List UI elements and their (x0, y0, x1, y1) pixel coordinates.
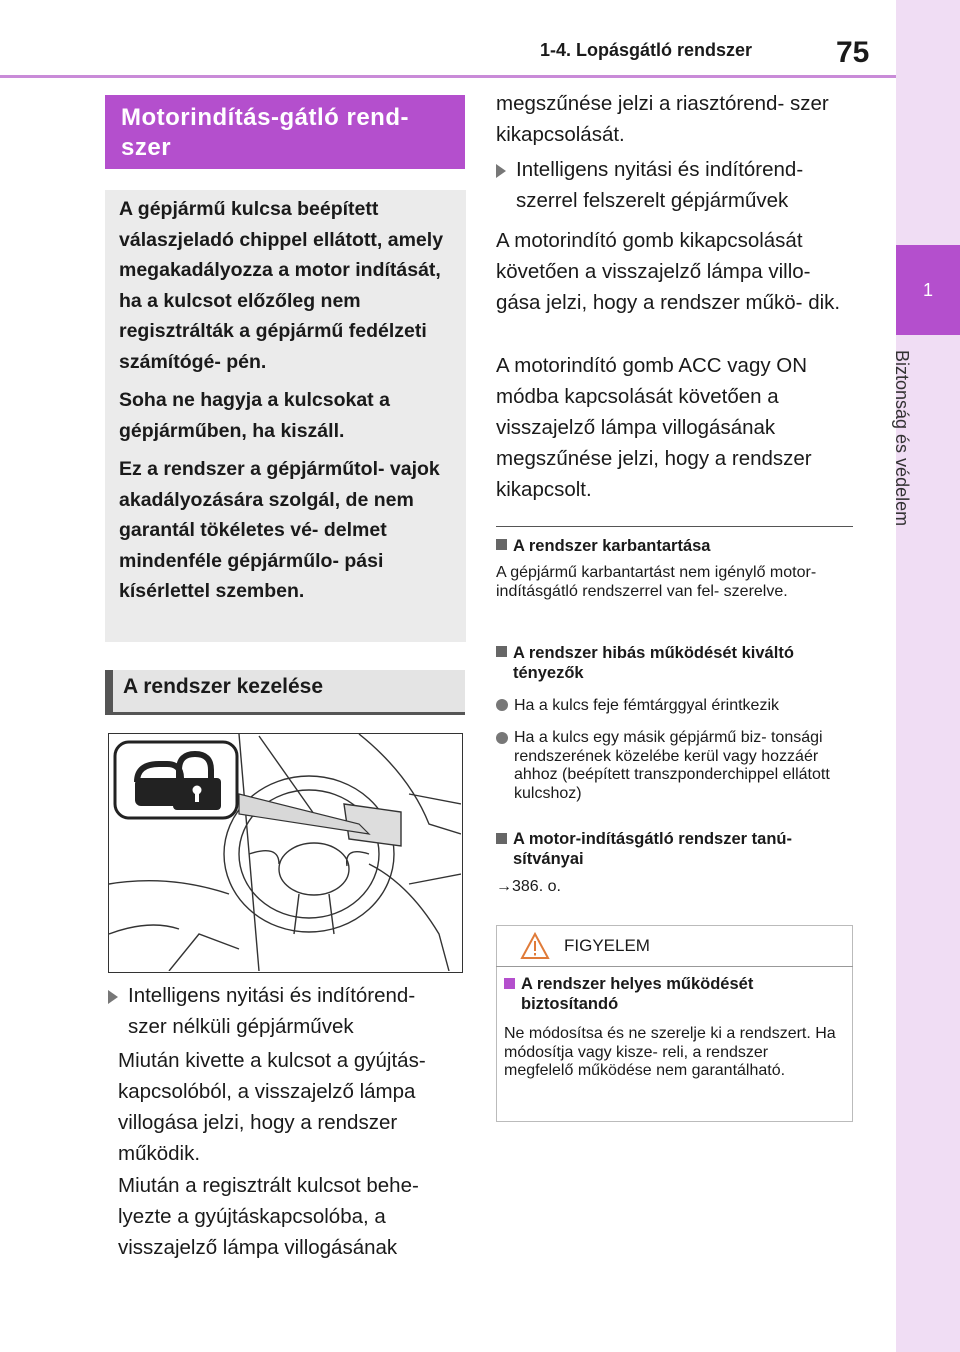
immobilizer-lock-icon (135, 754, 221, 810)
paragraph-button-acc-on: A motorindító gomb ACC vagy ON módba kapcsolását követően a visszajelző lámpa villogásának megszűnése jelzi, hogy a rendszer kikapcsolt. (496, 354, 812, 501)
bullet-without-smart-key: Intelligens nyitási és indítórend- szer nélküli gépjárművek (108, 980, 468, 1042)
page-number: 75 (836, 36, 870, 69)
warning-header-rule (496, 966, 853, 967)
section-title: 1-4. Lopásgátló rendszer (540, 40, 753, 60)
round-bullet-icon (496, 699, 508, 711)
intro-paragraph-1: A gépjármű kulcsa beépített válaszjeladó chippel ellátott, amely megakadályozza a motor indítását, ha a kulcsot előzőleg nem regisztrálták a gépjármű fedélzeti számítógé- pén. (119, 198, 444, 373)
bullet-with-smart-key: Intelligens nyitási és indítórend- szerrel felszerelt gépjárművek (496, 154, 846, 216)
page-reference-link[interactable]: →386. o. (496, 878, 561, 895)
subsection-heading-rule (105, 712, 465, 715)
heading-line-2: szer (121, 134, 172, 161)
warning-title: FIGYELEM (564, 936, 650, 955)
subsection-heading: A rendszer kezelése (105, 670, 465, 714)
bullet-triangle-icon (108, 990, 118, 1004)
paragraph-key-removed: Miután kivette a kulcsot a gyújtás- kapcsolóból, a visszajelző lámpa villogása jelzi, hogy a rendszer működik. (118, 1049, 426, 1165)
intro-paragraph-3: Ez a rendszer a gépjárműtol- vajok akadályozására szolgál, de nem garantál tökéletes vé- delmet mindenféle gépjárműlo- pási kísérlettel szemben. (119, 458, 440, 602)
warning-text: Ne módosítsa és ne szerelje ki a rendszert. Ha módosítja vagy kisze- reli, a rendszer megfelelő működése nem garantálható. (504, 1025, 836, 1079)
maintenance-text: A gépjármű karbantartást nem igénylő motor-indításgátló rendszerrel van fel- szerelve. (496, 564, 817, 600)
square-bullet-icon (496, 833, 507, 844)
bullet-triangle-icon (496, 164, 506, 178)
steering-wheel-drawing (109, 734, 461, 971)
side-tab-chapter-label: Biztonság és védelem (892, 350, 912, 527)
heading-certificates: A motor-indításgátló rendszer tanú- sítványai (496, 829, 853, 869)
paragraph-continued: megszűnése jelzi a riasztórend- szer kikapcsolását. (496, 92, 829, 146)
side-tab-strip (896, 0, 960, 1352)
section-heading-immobilizer (105, 95, 465, 169)
header-rule (0, 75, 896, 78)
heading-line-1: Motorindítás-gátló rend- (121, 104, 409, 131)
side-tab-chapter-number: 1 (922, 280, 933, 300)
warning-triangle-icon (520, 932, 550, 960)
intro-box (105, 190, 466, 642)
square-bullet-icon (496, 646, 507, 657)
paragraph-button-off: A motorindító gomb kikapcsolását követően a visszajelző lámpa villo- gása jelzi, hogy a rendszer műkö- dik. (496, 229, 841, 314)
divider (496, 526, 853, 527)
round-bullet-icon (496, 732, 508, 744)
fault-item-2: Ha a kulcs egy másik gépjármű biz- tonsági rendszerének közelébe kerül vagy hozzáér ahhoz (beépített transzponderchippel ellátott kulcshoz) (496, 729, 853, 803)
paragraph-key-inserted: Miután a regisztrált kulcsot behe- lyezte a gyújtáskapcsolóba, a visszajelző lámpa villogásának (118, 1174, 419, 1259)
warning-heading: A rendszer helyes működését biztosítandó (504, 974, 844, 1014)
intro-paragraph-2: Soha ne hagyja a kulcsokat a gépjárműben, ha kiszáll. (119, 389, 390, 442)
square-bullet-icon (496, 539, 507, 550)
fault-item-1: Ha a kulcs feje fémtárggyal érintkezik (496, 697, 853, 716)
dashboard-illustration (108, 733, 463, 973)
square-bullet-icon (504, 978, 515, 989)
heading-fault-causes: A rendszer hibás működését kiváltó tényezők (496, 643, 853, 683)
heading-maintenance: A rendszer karbantartása (496, 536, 853, 556)
